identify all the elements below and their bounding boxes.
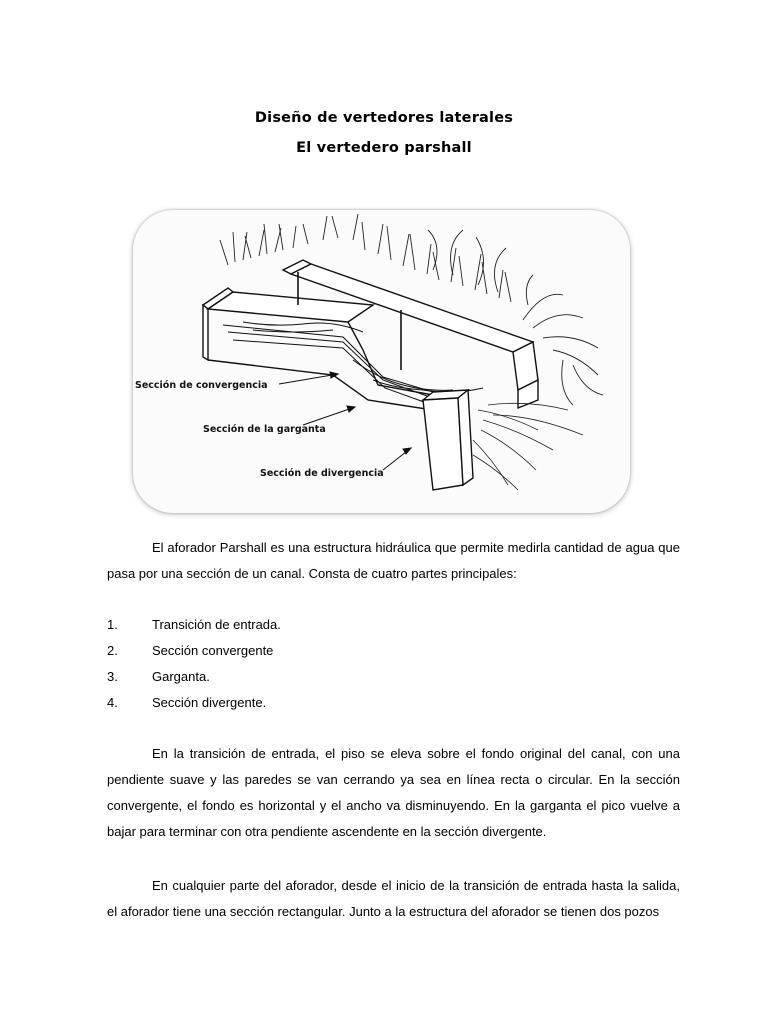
- list-item-text: Transición de entrada.: [152, 617, 281, 632]
- paragraph-1-text: El aforador Parshall es una estructura hidráulica que permite medirla cantidad de agua que pasa por una sección de un canal. Consta de cuatro partes principales:: [107, 540, 680, 581]
- list-item-text: Sección divergente.: [152, 695, 267, 710]
- document-title: Diseño de vertedores laterales: [254, 110, 514, 126]
- rear-wall: [283, 260, 538, 408]
- document-subtitle: El vertedero parshall: [296, 140, 472, 156]
- paragraph-2: [107, 741, 680, 845]
- list-item: [107, 664, 680, 690]
- paragraph-3-text: En cualquier parte del aforador, desde el inicio de la transición de entrada hasta la salida, el aforador tiene una sección rectangular. Junto a la estructura del aforador se tienen dos pozos: [107, 878, 680, 919]
- parshall-flume-figure: [133, 210, 630, 513]
- label-divergence: Sección de divergencia: [260, 468, 384, 479]
- paragraph-2-text: En la transición de entrada, el piso se eleva sobre el fondo original del canal, con una pendiente suave y las paredes se van cerrando ya sea en línea recta o circular. En la sección convergente, el fondo es horizontal y el ancho va disminuyendo. En la garganta el pico vuelve a bajar para terminar con otra pendiente ascendente en la sección divergente.: [107, 746, 680, 839]
- list-item-number: 1.: [107, 617, 118, 632]
- list-item: [107, 690, 680, 716]
- list-item: [107, 638, 680, 664]
- label-throat: Sección de la garganta: [203, 424, 326, 435]
- parts-list: [107, 612, 680, 716]
- label-convergence: Sección de convergencia: [135, 380, 268, 391]
- list-item-text: Garganta.: [152, 669, 210, 684]
- paragraph-1: [107, 535, 680, 587]
- list-item: [107, 612, 680, 638]
- paragraph-3: [107, 873, 680, 925]
- list-item-number: 3.: [107, 669, 118, 684]
- parshall-flume-drawing: [133, 210, 630, 513]
- list-item-number: 4.: [107, 695, 118, 710]
- list-item-text: Sección convergente: [152, 643, 274, 658]
- outflow-spray: [473, 403, 583, 490]
- front-wall: [423, 390, 473, 490]
- list-item-number: 2.: [107, 643, 118, 658]
- left-wall: [203, 288, 373, 360]
